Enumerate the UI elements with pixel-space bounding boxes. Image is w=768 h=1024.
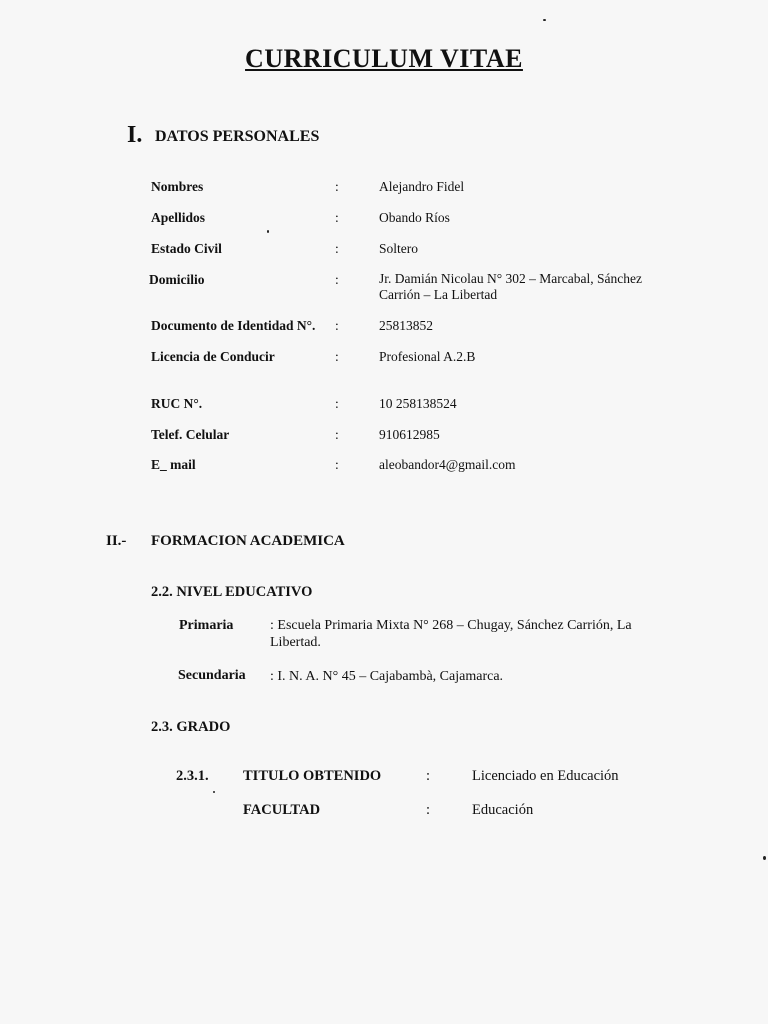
field-value-email: aleobandor4@gmail.com xyxy=(379,457,516,472)
subsection-heading-nivel-educativo: 2.2. NIVEL EDUCATIVO xyxy=(151,584,313,600)
scan-speck xyxy=(213,791,215,793)
grado-label-facultad: FACULTAD xyxy=(243,802,321,818)
education-label-secundaria: Secundaria xyxy=(178,668,246,683)
field-colon: : xyxy=(335,179,339,194)
field-colon: : xyxy=(335,457,339,472)
grado-value-titulo: Licenciado en Educación xyxy=(472,768,619,784)
education-value-primaria: : Escuela Primaria Mixta N° 268 – Chugay, Sánchez Carrión, La Libertad. xyxy=(270,618,632,650)
field-colon: : xyxy=(426,802,431,818)
field-colon: : xyxy=(335,427,339,442)
field-colon: : xyxy=(335,396,339,411)
scan-speck xyxy=(543,19,546,21)
field-colon: : xyxy=(335,318,339,333)
section-number-2: II.- xyxy=(106,533,127,549)
field-label-celular: Telef. Celular xyxy=(151,427,230,442)
field-colon: : xyxy=(335,349,339,364)
field-value-documento: 25813852 xyxy=(379,318,433,333)
document-title: CURRICULUM VITAE xyxy=(245,44,523,73)
field-value-apellidos: Obando Ríos xyxy=(379,210,450,225)
field-label-domicilio: Domicilio xyxy=(149,272,205,287)
field-colon: : xyxy=(335,272,339,287)
field-value-ruc: 10 258138524 xyxy=(379,396,457,411)
field-label-nombres: Nombres xyxy=(151,179,204,194)
section-title-datos-personales: DATOS PERSONALES xyxy=(155,128,320,145)
scan-speck xyxy=(267,230,269,233)
grado-item-number: 2.3.1. xyxy=(176,768,209,784)
section-number-1: I. xyxy=(127,122,143,148)
field-colon: : xyxy=(335,241,339,256)
field-value-celular: 910612985 xyxy=(379,427,440,442)
field-label-estado-civil: Estado Civil xyxy=(151,241,222,256)
field-value-nombres: Alejandro Fidel xyxy=(379,179,465,194)
field-label-ruc: RUC N°. xyxy=(151,396,203,411)
field-label-documento: Documento de Identidad N°. xyxy=(151,318,316,333)
field-value-domicilio: Jr. Damián Nicolau N° 302 – Marcabal, Sánchez Carrión – La Libertad xyxy=(379,271,642,302)
field-colon: : xyxy=(426,768,431,784)
education-label-primaria: Primaria xyxy=(179,618,234,633)
field-value-estado-civil: Soltero xyxy=(379,241,418,256)
subsection-heading-grado: 2.3. GRADO xyxy=(151,719,231,735)
field-label-email: E_ mail xyxy=(151,457,196,472)
scan-speck xyxy=(763,856,766,860)
education-value-secundaria: : I. N. A. N° 45 – Cajabambà, Cajamarca. xyxy=(270,669,504,684)
field-label-licencia: Licencia de Conducir xyxy=(151,349,275,364)
field-colon: : xyxy=(335,210,339,225)
field-label-apellidos: Apellidos xyxy=(151,210,206,225)
field-value-licencia: Profesional A.2.B xyxy=(379,349,476,364)
grado-label-titulo: TITULO OBTENIDO xyxy=(243,768,382,784)
section-title-formacion-academica: FORMACION ACADEMICA xyxy=(151,533,345,549)
grado-value-facultad: Educación xyxy=(472,802,534,818)
